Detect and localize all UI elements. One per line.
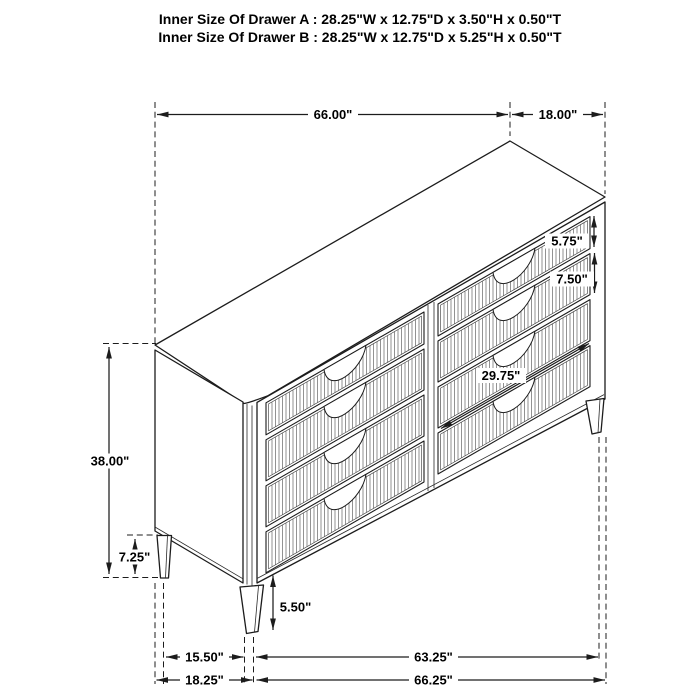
dim-side-leg-spacing-label: 15.50" [185, 649, 224, 665]
dresser-drawing [155, 141, 605, 634]
dim-front-leg-spacing [256, 650, 598, 665]
dim-floor-clearance [273, 576, 317, 631]
dim-top-width [157, 107, 508, 122]
dim-base-depth-label: 18.25" [185, 672, 224, 688]
dim-leg-height [113, 539, 156, 574]
drawer-a-size-text: Inner Size Of Drawer A : 28.25"W x 12.75"D x 3.50"H x 0.50"T [158, 11, 562, 27]
dim-base-width-label: 66.25" [414, 672, 453, 688]
dim-overall-height-label: 38.00" [90, 453, 130, 469]
front-right-leg [586, 399, 604, 435]
dim-drawer-bank-width-label: 29.75" [481, 368, 521, 383]
dim-leg-height-label: 7.25" [118, 549, 151, 565]
dim-top-width-label: 66.00" [313, 107, 353, 122]
dim-overall-height [85, 347, 135, 574]
dim-top-depth [512, 107, 603, 122]
dim-base-depth [157, 673, 253, 688]
dim-drawer-a-height-label: 5.75" [551, 233, 583, 249]
title-block [158, 11, 562, 45]
dim-top-depth-label: 18.00" [538, 107, 578, 122]
dim-base-width [257, 673, 606, 688]
dim-front-leg-spacing-label: 63.25" [414, 649, 453, 665]
dim-floor-clearance-label: 5.50" [279, 599, 312, 615]
back-left-leg [157, 536, 172, 579]
dim-side-leg-spacing [166, 650, 244, 665]
front-left-leg [240, 585, 264, 634]
drawer-b-size-text: Inner Size Of Drawer B : 28.25"W x 12.75"D x 5.25"H x 0.50"T [158, 29, 562, 45]
dim-drawer-b-height-label: 7.50" [556, 271, 588, 287]
